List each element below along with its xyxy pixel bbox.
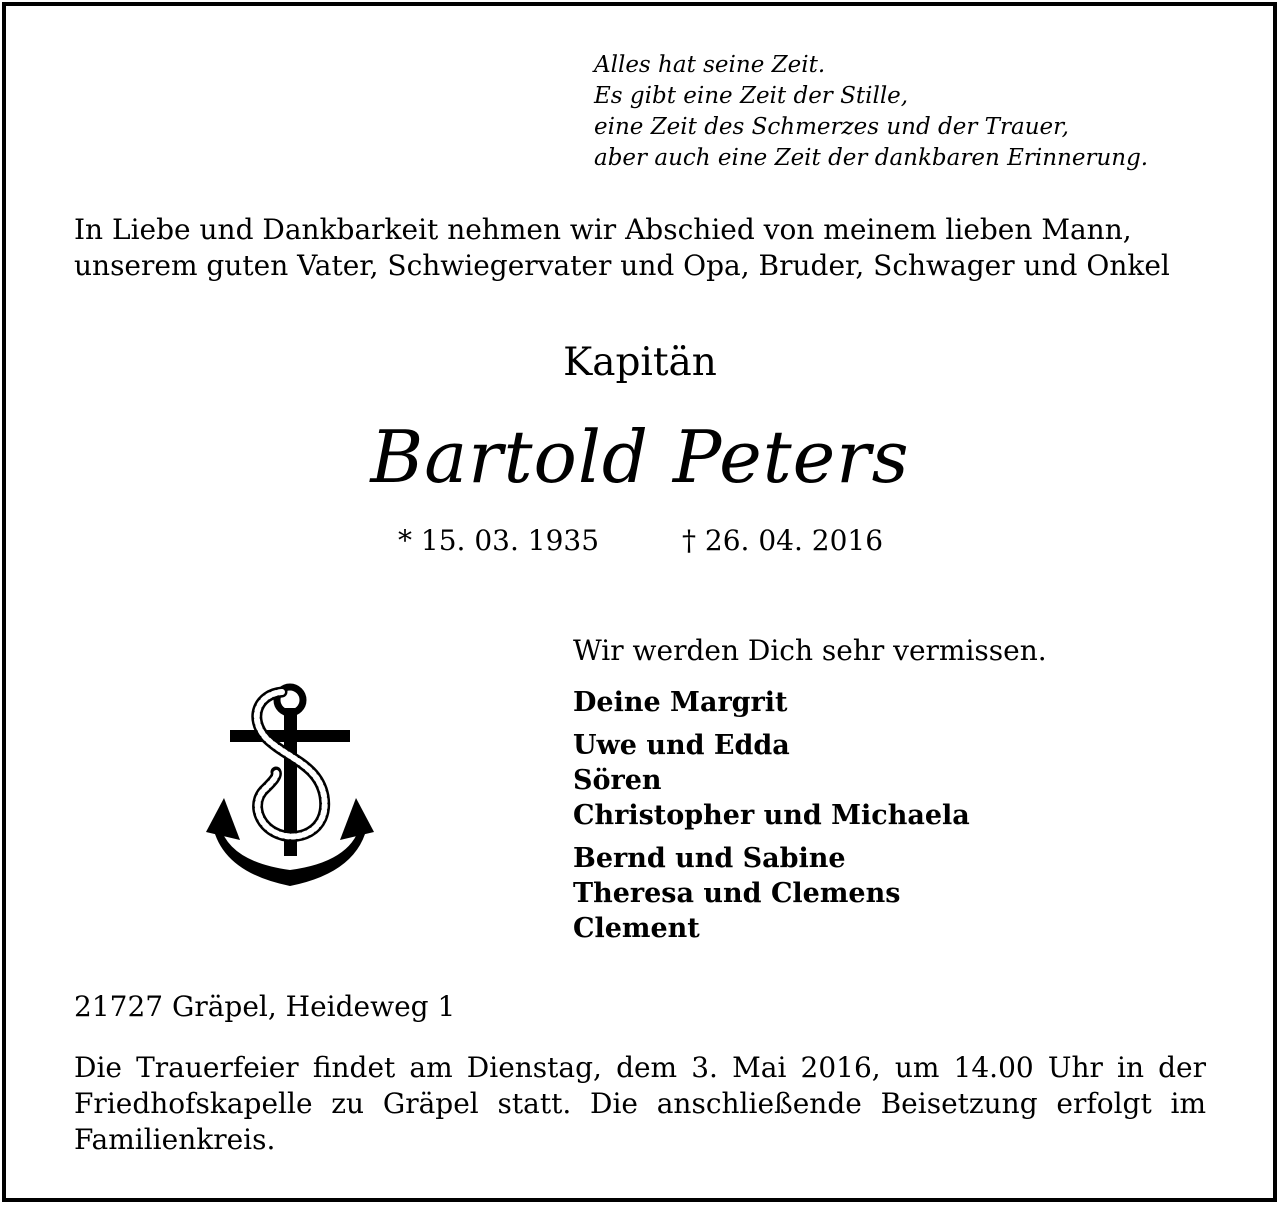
mourner-group [573, 685, 970, 720]
poem-line: aber auch eine Zeit der dankbaren Erinnerung. [594, 145, 1149, 171]
intro-line: In Liebe und Dankbarkeit nehmen wir Abschied von meinem lieben Mann, [74, 213, 1132, 246]
mourner-name: Sören [573, 765, 662, 796]
mourners-list [573, 685, 970, 954]
poem [594, 50, 1148, 174]
mourner-name: Uwe und Edda [573, 730, 790, 761]
intro-line: unserem guten Vater, Schwiegervater und Opa, Bruder, Schwager und Onkel [74, 249, 1170, 282]
farewell-message: Wir werden Dich sehr vermissen. [573, 634, 1047, 667]
death-date: † 26. 04. 2016 [682, 524, 884, 557]
deceased-name: Bartold Peters [370, 415, 910, 499]
intro-text [74, 212, 1170, 284]
mourner-name: Clement [573, 913, 700, 944]
mourner-group [573, 841, 970, 946]
poem-line: eine Zeit des Schmerzes und der Trauer, [594, 114, 1069, 140]
poem-line: Alles hat seine Zeit. [594, 52, 826, 78]
mourner-name: Bernd und Sabine [573, 843, 846, 874]
funeral-notice: Die Trauerfeier findet am Dienstag, dem 3. Mai 2016, um 14.00 Uhr in der Friedhofskapelle zu Gräpel statt. Die anschließende Beisetzung erfolgt im Familienkreis. [74, 1051, 1206, 1156]
address: 21727 Gräpel, Heideweg 1 [74, 990, 456, 1023]
anchor-icon [200, 672, 380, 894]
mourner-name: Theresa und Clemens [573, 878, 901, 909]
deceased-title: Kapitän [563, 340, 717, 385]
poem-line: Es gibt eine Zeit der Stille, [594, 83, 909, 109]
birth-date: * 15. 03. 1935 [398, 524, 600, 557]
mourner-group [573, 728, 970, 833]
mourner-name: Christopher und Michaela [573, 800, 970, 831]
mourner-name: Deine Margrit [573, 687, 788, 718]
